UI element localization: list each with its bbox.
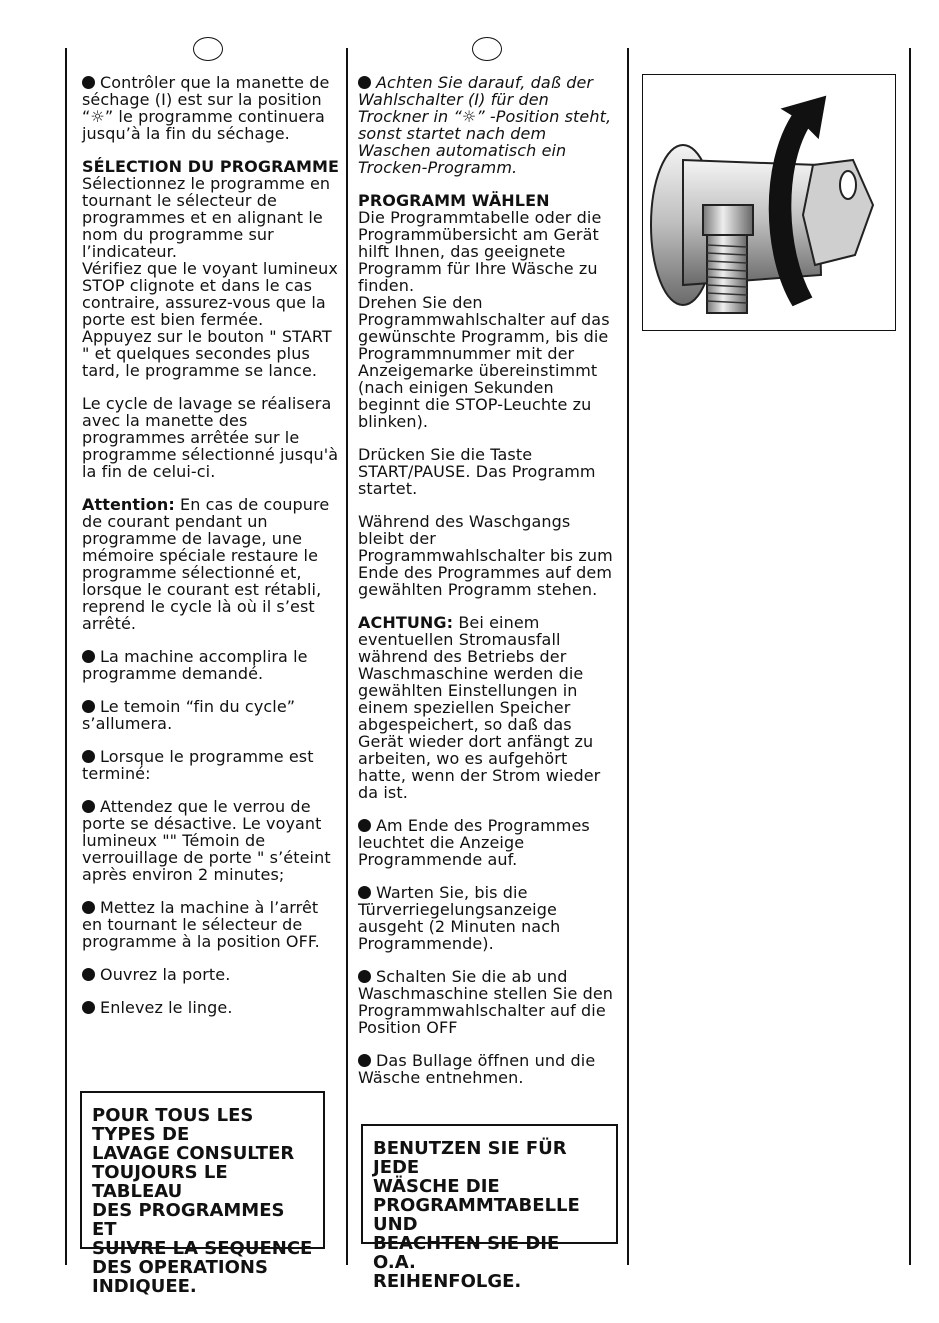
bullet-item: Enlevez le linge. [82, 999, 340, 1016]
achtung-paragraph [358, 614, 620, 801]
bullet-icon [82, 901, 95, 914]
bullet-icon [358, 76, 371, 89]
attention-paragraph [82, 496, 340, 632]
german-column [358, 74, 620, 1102]
bullet-item: Ouvrez la porte. [82, 966, 340, 983]
language-flag-german [472, 37, 502, 61]
bullet-item: Warten Sie, bis die Türverriegelungsanzeige ausgeht (2 Minuten nach Programmende). [358, 883, 561, 953]
paragraph: Le cycle de lavage se réalisera avec la manette des programmes arrêtée sur le programme sélectionné jusqu'à la fin de celui-ci. [82, 394, 339, 481]
bullet-icon [82, 1001, 95, 1014]
bullet-item: Le temoin “fin du cycle” s’allumera. [82, 697, 296, 733]
column-divider-far-right [909, 48, 911, 1265]
paragraph: Appuyez sur le bouton " START " et quelques secondes plus tard, le programme se lance. [82, 327, 332, 380]
paragraph: Während des Waschgangs bleibt der Programmwahlschalter bis zum Ende des Programmes auf dem gewählten Programm stehen. [358, 512, 613, 599]
column-divider-left [65, 48, 67, 1265]
section-heading: PROGRAMM WÄHLEN [358, 191, 550, 210]
bullet-item: Attendez que le verrou de porte se désactive. Le voyant lumineux "" Témoin de verrouillage de porte " s’éteint après environ 2 minutes; [82, 797, 331, 884]
program-selection-section [358, 192, 620, 430]
paragraph: Sélectionnez le programme en tournant le sélecteur de programmes et en alignant le nom du programme sur l’indicateur. [82, 174, 331, 261]
drying-check-paragraph: Contrôler que la manette de séchage (I) est sur la position “☼” le programme continuera jusqu’à la fin du séchage. [82, 73, 330, 143]
paragraph: Vérifiez que le voyant lumineux STOP clignote et dans le cas contraire, assurez-vous que la porte est bien fermée. [82, 259, 338, 329]
paragraph: Die Programmtabelle oder die Programmübersicht am Gerät hilft Ihnen, das geeignete Programm für Ihre Wäsche zu finden. [358, 208, 602, 295]
achtung-label: ACHTUNG: [358, 613, 454, 632]
achtung-text: Bei einem eventuellen Stromausfall während des Betriebs der Waschmaschine werden die gewählten Einstellungen in einem speziellen Speicher abgespeichert, so daß das Gerät wieder dort anfängt zu arbeiten, wo es aufgehört hatte, wenn der Strom wieder da ist. [358, 613, 601, 802]
dryer-check-paragraph: Achten Sie darauf, daß der Wahlschalter (I) für den Trockner in “☼” -Position steht, sonst startet nach dem Waschen automatisch ein Trocken-Programm. [358, 73, 612, 177]
french-column [82, 74, 340, 1032]
bullet-icon [82, 76, 95, 89]
bullet-item: Lorsque le programme est terminé: [82, 747, 314, 783]
bullet-icon [358, 1054, 371, 1067]
paragraph: Drücken Sie die Taste START/PAUSE. Das Programm startet. [358, 445, 596, 498]
attention-text: En cas de coupure de courant pendant un programme de lavage, une mémoire spéciale restaure le programme sélectionné et, lorsque le courant est rétabli, reprend le cycle là où il s’est arrêté. [82, 495, 330, 633]
french-notice-box: POUR TOUS LES TYPES DE LAVAGE CONSULTER TOUJOURS LE TABLEAU DES PROGRAMMES ET SUIVRE LA SEQUENCE DES OPERATIONS INDIQUEE. [80, 1091, 325, 1249]
bullet-icon [82, 750, 95, 763]
language-flag-french [193, 37, 223, 61]
bullet-item: Schalten Sie die ab und Waschmaschine stellen Sie den Programmwahlschalter auf die Position OFF [358, 967, 614, 1037]
section-heading: SÉLECTION DU PROGRAMME [82, 157, 340, 176]
program-selection-section [82, 158, 340, 379]
german-notice-box: BENUTZEN SIE FÜR JEDE WÄSCHE DIE PROGRAMMTABELLE UND BEACHTEN SIE DIE O.A. REIHENFOLGE. [361, 1124, 618, 1244]
bullet-icon [82, 700, 95, 713]
attention-label: Attention: [82, 495, 175, 514]
bullet-icon [82, 650, 95, 663]
water-tap-illustration [643, 75, 894, 329]
bullet-item: Das Bullage öffnen und die Wäsche entnehmen. [358, 1051, 596, 1087]
column-divider-right [627, 48, 629, 1265]
bullet-icon [82, 800, 95, 813]
paragraph: Drehen Sie den Programmwahlschalter auf das gewünschte Programm, bis die Programmnummer mit der Anzeigemarke übereinstimmt (nach einigen Sekunden beginnt die STOP-Leuchte zu blinken). [358, 293, 610, 431]
bullet-icon [358, 970, 371, 983]
bullet-icon [358, 819, 371, 832]
bullet-icon [358, 886, 371, 899]
tap-illustration-frame [642, 74, 896, 331]
bullet-item: La machine accomplira le programme demandé. [82, 647, 308, 683]
column-divider-middle [346, 48, 348, 1265]
bullet-item: Am Ende des Programmes leuchtet die Anzeige Programmende auf. [358, 816, 590, 869]
bullet-icon [82, 968, 95, 981]
bullet-item: Mettez la machine à l’arrêt en tournant le sélecteur de programme à la position OFF. [82, 898, 320, 951]
